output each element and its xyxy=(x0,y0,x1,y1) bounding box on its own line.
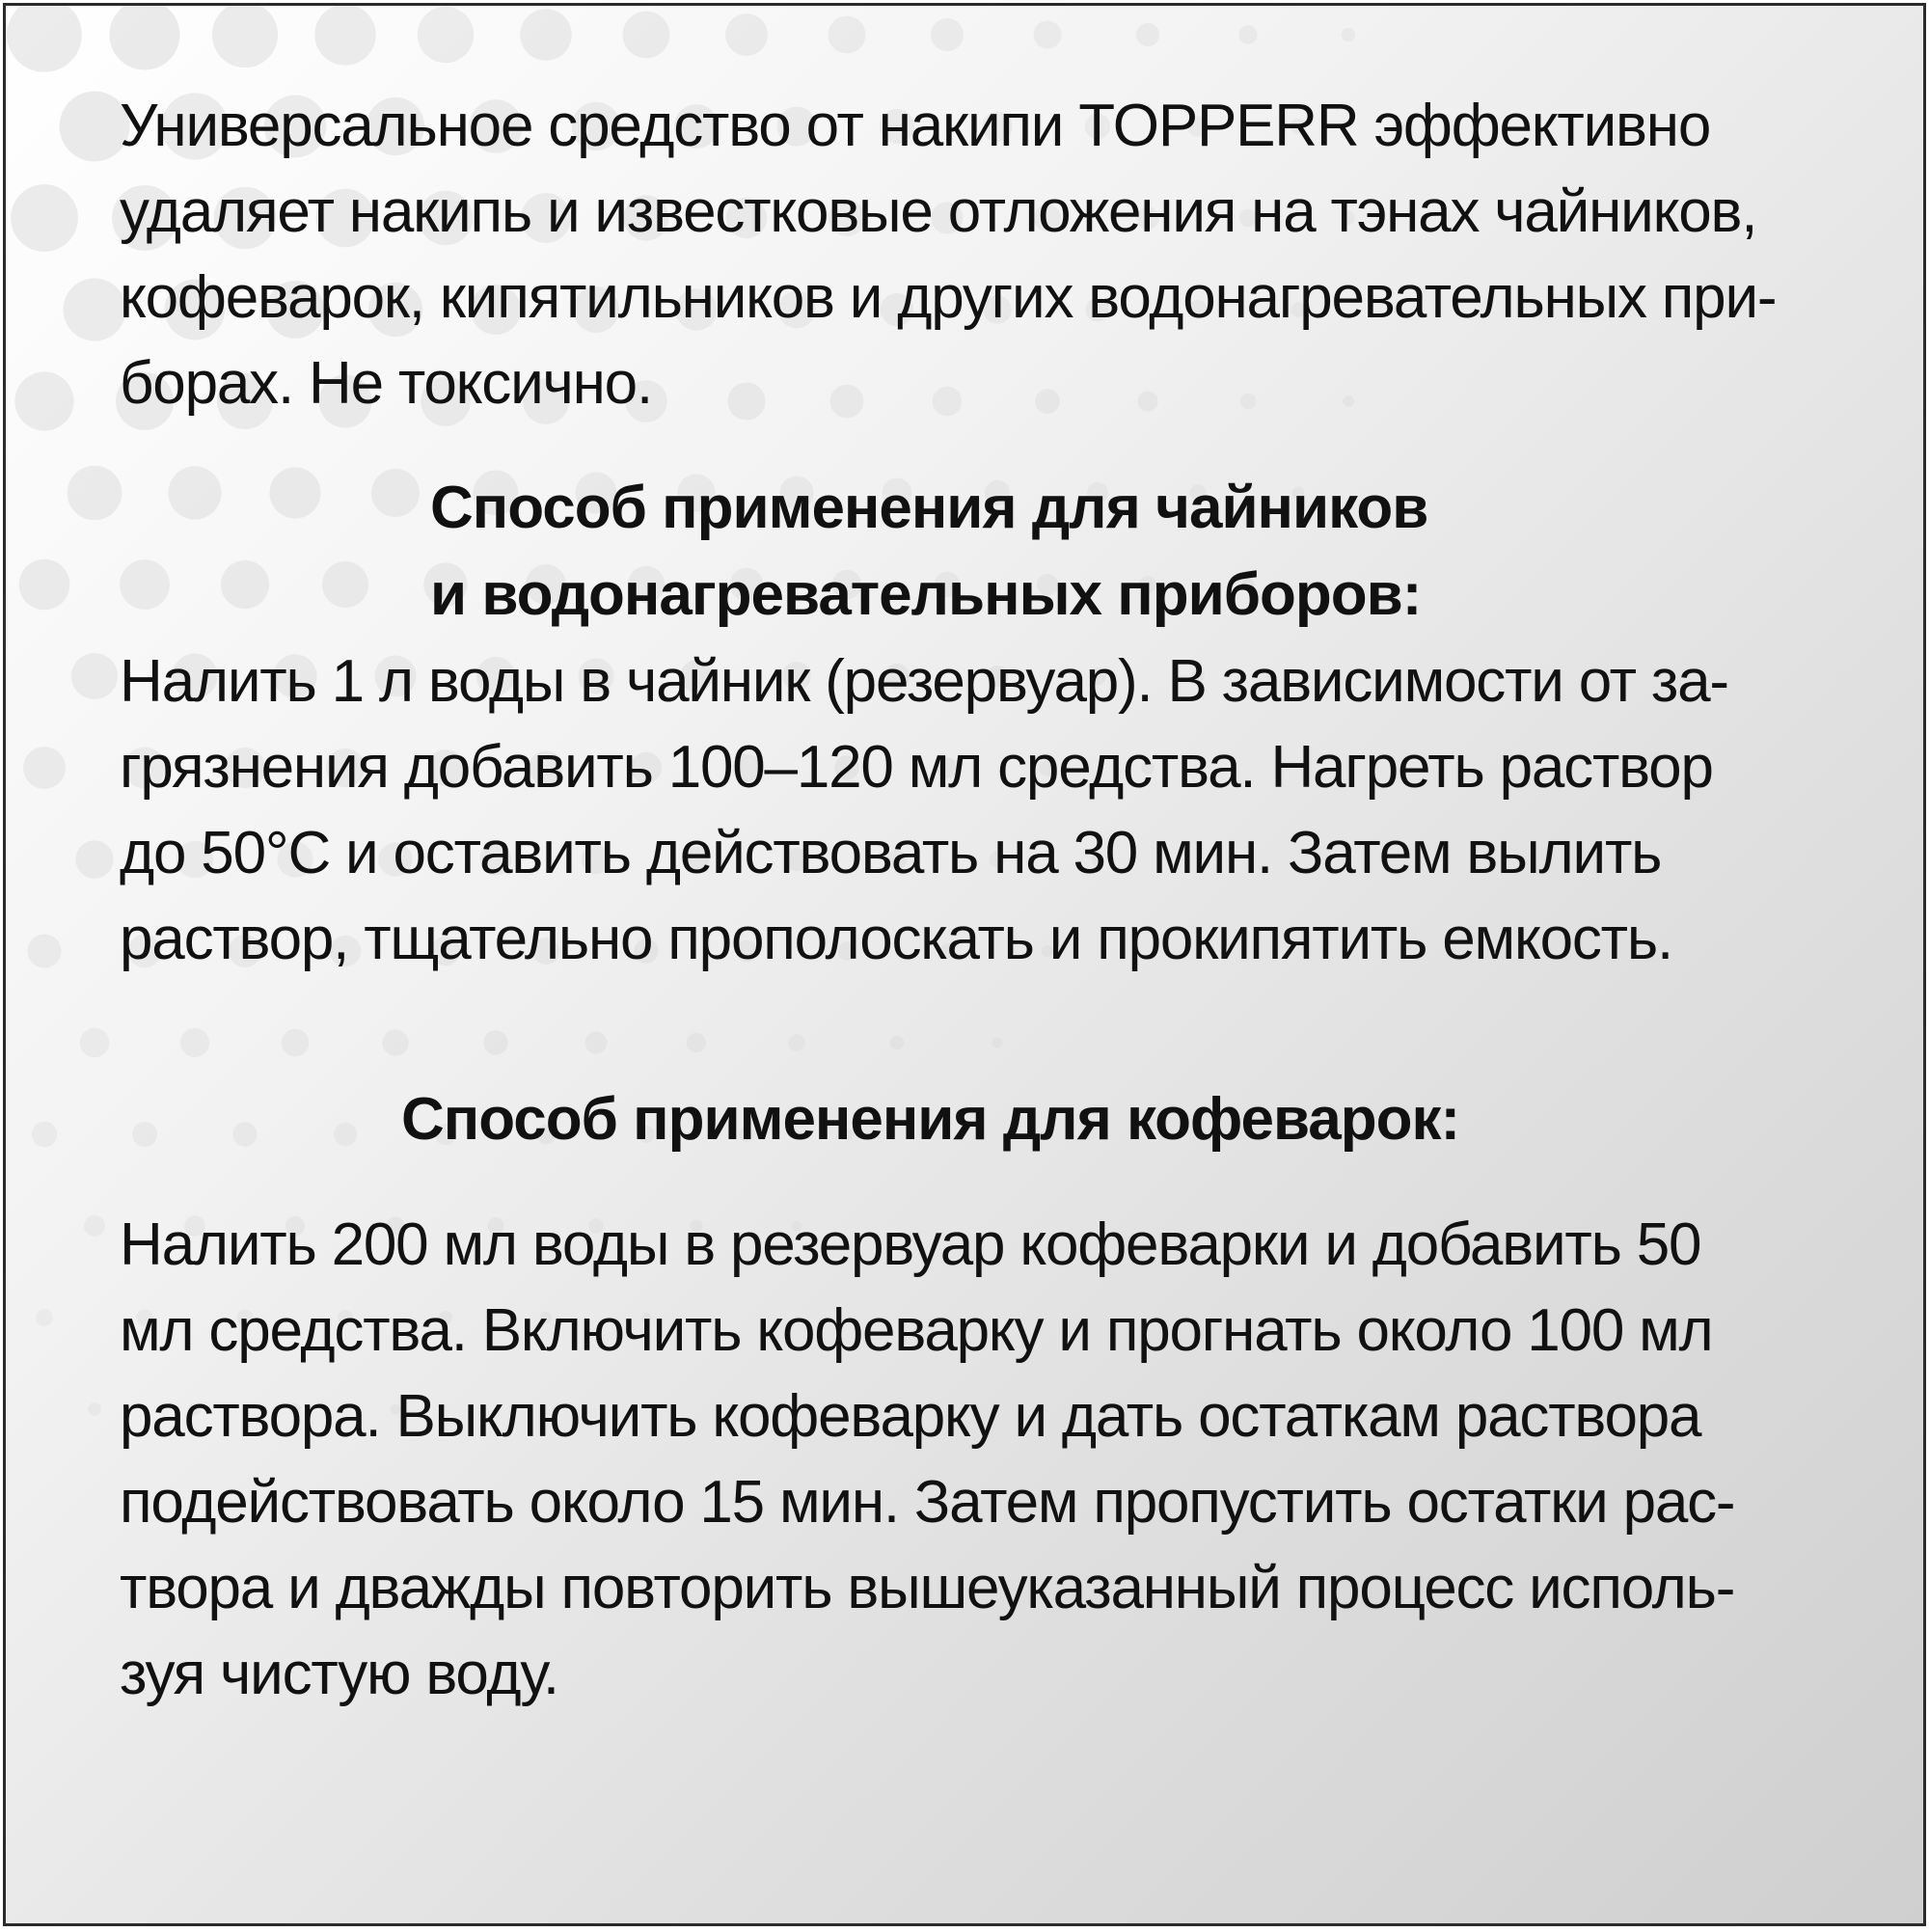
background-dot xyxy=(84,1215,105,1237)
coffee-heading xyxy=(120,1076,1827,1163)
background-dot xyxy=(931,18,964,51)
background-dot xyxy=(829,16,866,54)
background-dot xyxy=(623,12,670,59)
instruction-card xyxy=(3,3,1926,1926)
background-dot xyxy=(75,840,113,878)
background-dot xyxy=(520,9,572,61)
kettles-instructions-line: раствор, тщательно прополоскать и прокипятить емкость. xyxy=(120,906,1672,972)
background-dot xyxy=(23,747,66,789)
background-dot xyxy=(1136,23,1159,46)
background-dot xyxy=(68,466,122,521)
kettles-instructions-line: до 50°С и оставить действовать на 30 мин. Затем вылить xyxy=(120,820,1662,886)
intro-paragraph xyxy=(120,83,1827,426)
intro-line: кофеварок, кипятильников и других водонагревательных при- xyxy=(120,264,1777,331)
coffee-instructions-line: Налить 200 мл воды в резервуар кофеварки и добавить 50 xyxy=(120,1211,1701,1278)
background-dot xyxy=(725,14,768,56)
kettles-instructions xyxy=(120,639,1827,982)
coffee-instructions-line: твора и дважды повторить вышеуказанный процесс исполь- xyxy=(120,1555,1735,1621)
background-dot xyxy=(19,559,70,611)
background-dot xyxy=(88,1402,100,1415)
coffee-instructions-line: раствора. Выключить кофеварку и дать остаткам раствора xyxy=(120,1383,1701,1450)
intro-line: удаляет накипь и известковые отложения на тэнах чайников, xyxy=(120,178,1757,245)
kettles-heading xyxy=(120,465,1827,639)
coffee-instructions-line: зуя чистую воду. xyxy=(120,1641,558,1707)
background-dot xyxy=(7,6,82,72)
background-dot xyxy=(36,1309,53,1326)
coffee-instructions-line: мл средства. Включить кофеварку и прогнать около 100 мл xyxy=(120,1297,1713,1364)
kettles-instructions-line: грязнения добавить 100–120 мл средства. Нагреть раствор xyxy=(120,734,1713,801)
background-dot xyxy=(11,184,78,252)
background-dot xyxy=(212,6,278,68)
intro-line: борах. Не токсично. xyxy=(120,350,652,417)
kettles-heading-line: Способ применения для чайников xyxy=(430,475,1428,541)
coffee-heading-line: Способ применения для кофеварок: xyxy=(401,1086,1460,1153)
background-dot xyxy=(314,6,375,66)
background-dot xyxy=(71,653,118,699)
background-dot xyxy=(64,279,126,341)
background-dot xyxy=(32,1122,57,1147)
intro-line: Универсальное средство от накипи TOPPERR эффективно xyxy=(120,93,1711,159)
instruction-content xyxy=(120,83,1827,1717)
background-dot xyxy=(110,6,180,70)
coffee-instructions-line: подействовать около 15 мин. Затем пропустить остатки рас- xyxy=(120,1469,1735,1536)
background-dot xyxy=(14,371,73,430)
background-dot xyxy=(1238,25,1257,43)
background-dot xyxy=(27,934,61,967)
kettles-instructions-line: Налить 1 л воды в чайник (резервуар). В зависимости от за- xyxy=(120,648,1728,715)
coffee-instructions xyxy=(120,1202,1827,1717)
background-dot xyxy=(80,1028,110,1058)
background-dot xyxy=(1342,28,1355,41)
background-dot xyxy=(418,7,474,63)
background-dot xyxy=(1033,20,1061,48)
kettles-heading-line: и водонагревательных приборов: xyxy=(430,561,1422,628)
